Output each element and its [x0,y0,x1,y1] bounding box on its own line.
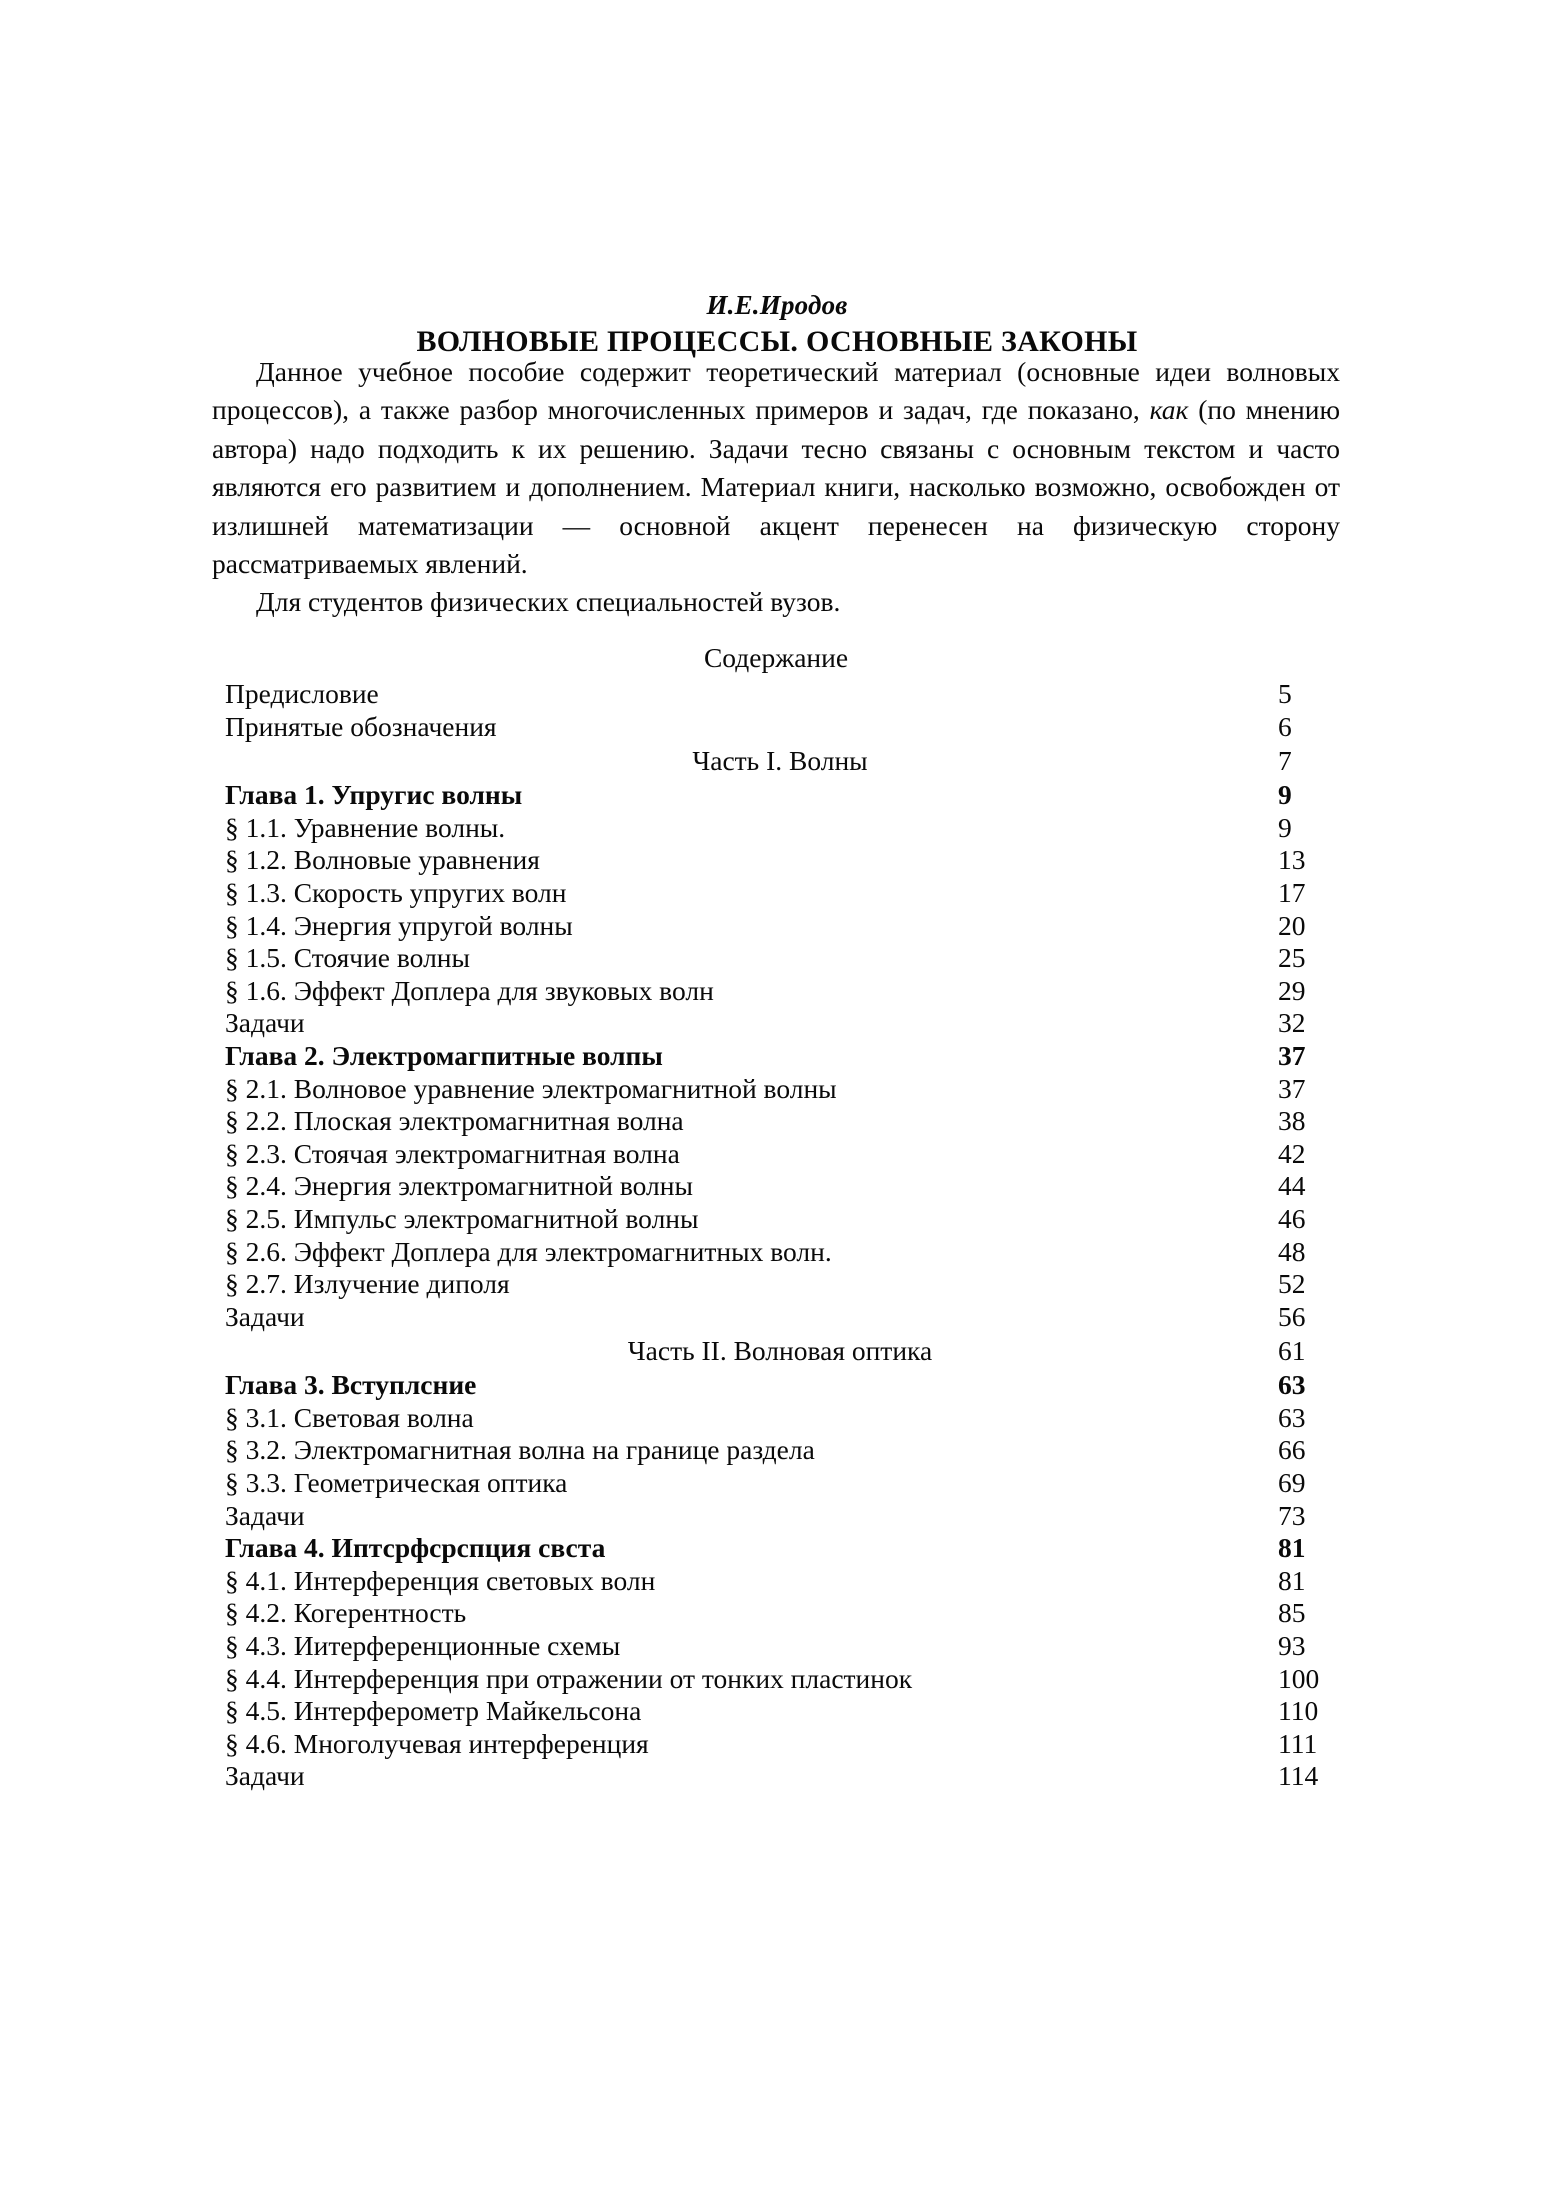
toc-entry-page-number: 46 [1278,1202,1306,1234]
toc-entry-page-number: 37 [1278,1039,1306,1071]
toc-entry-label: § 1.6. Эффект Доплера для звуковых волн [225,974,714,1006]
toc-entry-page-number: 7 [1278,745,1292,777]
abstract-paragraph-2: Для студентов физических специальностей вузов. [256,586,841,618]
toc-entry-page-number: 61 [1278,1335,1306,1367]
toc-entry-page-number: 17 [1278,876,1306,908]
toc-entry-row[interactable] [225,1138,1335,1171]
toc-entry-label: § 2.7. Излучение диполя [225,1268,510,1300]
toc-entry-label: § 1.5. Стоячие волны [225,942,470,974]
toc-entry-row[interactable] [225,1565,1335,1598]
toc-entry-row[interactable] [225,1301,1335,1334]
toc-entry-row[interactable] [225,942,1335,975]
toc-entry-label: § 2.6. Эффект Доплера для электромагнитных волн. [225,1235,832,1267]
toc-entry-row[interactable] [225,1630,1335,1663]
toc-entry-row[interactable] [225,1268,1335,1301]
toc-entry-label: § 4.4. Интерференция при отражении от тонких пластинок [225,1662,913,1694]
author-name: И.Е.Иродов [706,290,848,320]
toc-entry-label: Часть I. Волны [692,745,868,777]
toc-entry-row[interactable] [225,1500,1335,1533]
toc-entry-label: Задачи [225,1007,305,1039]
toc-entry-label: § 2.5. Импульс электромагнитной волны [225,1202,699,1234]
toc-entry-page-number: 110 [1278,1695,1319,1727]
toc-entry-label: § 2.4. Энергия электромагнитной волны [225,1170,693,1202]
toc-entry-label: § 3.3. Геометрическая оптика [225,1467,568,1499]
toc-entry-page-number: 44 [1278,1170,1306,1202]
toc-entry-label: Принятые обозначения [225,710,497,742]
toc-entry-label: Предисловие [225,678,379,709]
toc-entry-label: Глава 4. Иптсрфсрспция свста [225,1532,606,1564]
toc-entry-label: § 4.2. Когерентность [225,1597,467,1629]
toc-entry-page-number: 6 [1278,710,1292,742]
toc-entry-page-number: 73 [1278,1499,1306,1531]
toc-entry-page-number: 81 [1278,1532,1306,1564]
abstract-block [212,353,1340,622]
toc-entry-label: § 2.1. Волновое уравнение электромагнитной волны [225,1072,837,1104]
toc-entry-row[interactable] [225,1467,1335,1500]
toc-entry-page-number: 81 [1278,1564,1306,1596]
toc-entry-row[interactable] [225,1170,1335,1203]
toc-part-row[interactable] [225,743,1335,779]
toc-chapter-row[interactable] [225,1040,1335,1073]
toc-entry-label: § 2.2. Плоская электромагнитная волна [225,1105,684,1137]
toc-entry-page-number: 38 [1278,1105,1306,1137]
toc-entry-page-number: 56 [1278,1300,1306,1332]
toc-entry-label: § 3.1. Световая волна [225,1401,474,1433]
toc-entry-label: Глава 2. Электромагпитные волпы [225,1039,663,1071]
title-block [212,288,1342,362]
toc-entry-page-number: 48 [1278,1235,1306,1267]
toc-entry-page-number: 32 [1278,1007,1306,1039]
toc-entry-page-number: 114 [1278,1760,1319,1792]
toc-entry-page-number: 37 [1278,1072,1306,1104]
toc-entry-page-number: 25 [1278,942,1306,974]
toc-entry-row[interactable] [225,1760,1335,1793]
toc-entry-page-number: 29 [1278,974,1306,1006]
toc-entry-label: Задачи [225,1760,305,1792]
toc-entry-label: Задачи [225,1499,305,1531]
contents-heading: Содержание [703,642,849,673]
toc-entry-row[interactable] [225,1728,1335,1761]
toc-entry-page-number: 20 [1278,909,1306,941]
toc-entry-row[interactable] [225,1203,1335,1236]
toc-entry-label: § 4.1. Интерференция световых волн [225,1564,656,1596]
abstract-text-after-emphasis: (по мнению автора) надо подходить к их решению. Задачи тесно связаны с основным текстом и часто являются его развитием и дополнением. Материал книги, насколько возможно, освобожден от излишней математизации — основной акцент перенесен на физическую сторону рассматриваемых явлений. [212,394,1340,580]
toc-entry-row[interactable] [225,1695,1335,1728]
toc-entry-row[interactable] [225,1105,1335,1138]
toc-entry-page-number: 66 [1278,1434,1306,1466]
toc-entry-page-number: 69 [1278,1467,1306,1499]
toc-entry-label: § 1.2. Волновые уравнения [225,844,540,876]
toc-entry-label: § 4.3. Иитерференционные схемы [225,1630,621,1662]
toc-entry-row[interactable] [225,1007,1335,1040]
toc-entry-row[interactable] [225,1663,1335,1696]
toc-entry-page-number: 13 [1278,844,1306,876]
toc-entry-row[interactable] [225,844,1335,877]
table-of-contents [225,678,1335,1793]
toc-entry-label: § 4.5. Интерферометр Майкельсона [225,1695,642,1727]
toc-entry-row[interactable] [225,1402,1335,1435]
abstract-text-before-emphasis: Данное учебное пособие содержит теоретический материал (основные идеи волновых процессов), а также разбор многочисленных примеров и задач, где показано, [212,356,1340,426]
toc-entry-page-number: 52 [1278,1268,1306,1300]
toc-entry-row[interactable] [225,975,1335,1008]
toc-entry-row[interactable] [225,678,1335,711]
toc-entry-label: Задачи [225,1300,305,1332]
toc-entry-page-number: 9 [1278,779,1292,811]
toc-entry-page-number: 5 [1278,678,1292,709]
toc-entry-label: Глава 3. Вступлсние [225,1369,477,1401]
toc-entry-label: Часть II. Волновая оптика [627,1335,933,1367]
toc-entry-label: Глава 1. Упругис волны [225,779,523,811]
toc-entry-page-number: 63 [1278,1401,1306,1433]
toc-chapter-row[interactable] [225,1532,1335,1565]
toc-entry-page-number: 111 [1278,1727,1318,1759]
toc-entry-label: § 1.3. Скорость упругих волн [225,876,567,908]
toc-entry-row[interactable] [225,1073,1335,1106]
toc-entry-page-number: 63 [1278,1369,1306,1401]
toc-entry-page-number: 85 [1278,1597,1306,1629]
toc-entry-row[interactable] [225,1597,1335,1630]
toc-entry-page-number: 93 [1278,1630,1306,1662]
toc-entry-page-number: 100 [1278,1662,1320,1694]
toc-entry-row[interactable] [225,877,1335,910]
toc-part-row[interactable] [225,1333,1335,1369]
toc-entry-label: § 2.3. Стоячая электромагнитная волна [225,1137,680,1169]
toc-entry-label: § 3.2. Электромагнитная волна на границе раздела [225,1434,815,1466]
toc-entry-page-number: 42 [1278,1137,1306,1169]
toc-entry-row[interactable] [225,812,1335,845]
toc-entry-label: § 1.4. Энергия упругой волны [225,909,573,941]
toc-entry-row[interactable] [225,910,1335,943]
toc-entry-label: § 1.1. Уравнение волны. [225,811,506,843]
toc-entry-row[interactable] [225,1434,1335,1467]
toc-chapter-row[interactable] [225,1369,1335,1402]
toc-entry-row[interactable] [225,1236,1335,1269]
book-title: ВОЛНОВЫЕ ПРОЦЕССЫ. ОСНОВНЫЕ ЗАКОНЫ [416,325,1138,358]
toc-entry-page-number: 9 [1278,811,1292,843]
abstract-emphasis: как [1149,394,1189,426]
toc-entry-row[interactable] [225,711,1335,744]
toc-chapter-row[interactable] [225,779,1335,812]
abstract-paragraph-1 [212,353,1340,583]
toc-entry-label: § 4.6. Многолучевая интерференция [225,1727,649,1759]
